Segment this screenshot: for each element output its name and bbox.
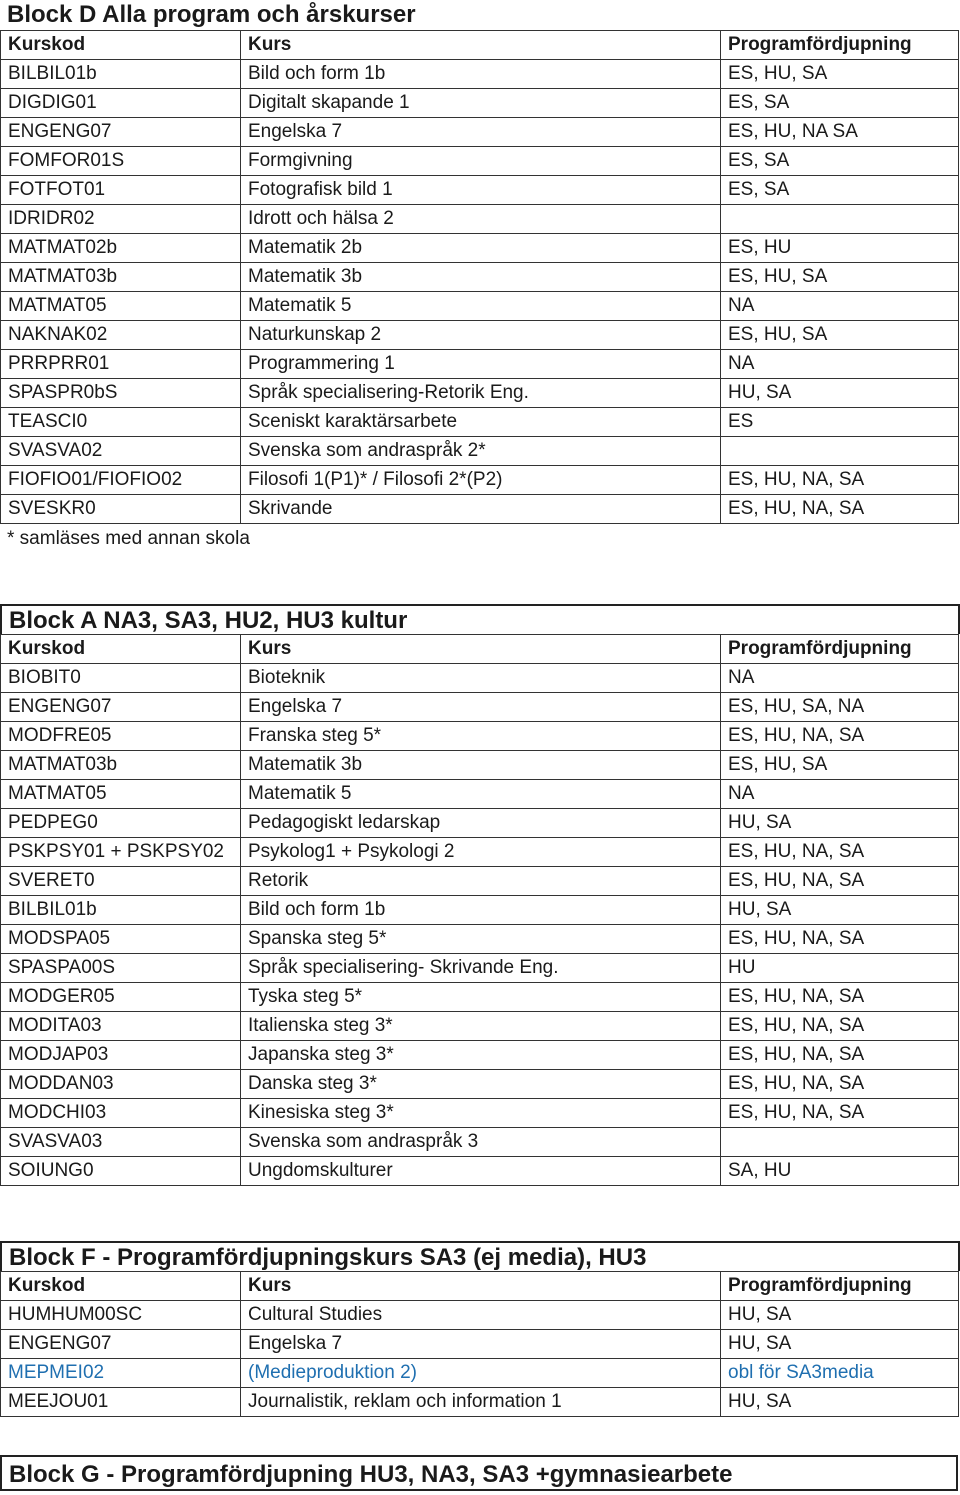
table-row	[1, 1070, 959, 1099]
table-row	[1, 896, 959, 925]
cell-program: NA	[721, 664, 959, 693]
cell-code: SPASPA00S	[1, 954, 241, 983]
cell-course: Skrivande	[241, 495, 721, 524]
table-row	[1, 205, 959, 234]
cell-program: ES, HU, SA	[721, 263, 959, 292]
header-program: Programfördjupning	[721, 635, 959, 664]
cell-code: SPASPR0bS	[1, 379, 241, 408]
cell-code: MODDAN03	[1, 1070, 241, 1099]
table-row	[1, 1359, 959, 1388]
cell-code: BILBIL01b	[1, 60, 241, 89]
cell-course: Svenska som andraspråk 2*	[241, 437, 721, 466]
cell-program: HU, SA	[721, 896, 959, 925]
cell-course: Sceniskt karaktärsarbete	[241, 408, 721, 437]
block-a-title: Block A NA3, SA3, HU2, HU3 kultur	[0, 604, 960, 634]
cell-course: Danska steg 3*	[241, 1070, 721, 1099]
cell-program: HU, SA	[721, 379, 959, 408]
block-f-title: Block F - Programfördjupningskurs SA3 (ej media), HU3	[0, 1241, 960, 1271]
cell-program: ES, HU, NA, SA	[721, 925, 959, 954]
header-row	[1, 31, 959, 60]
cell-code: TEASCI0	[1, 408, 241, 437]
cell-program: ES, HU, NA SA	[721, 118, 959, 147]
cell-program: HU, SA	[721, 1301, 959, 1330]
table-row	[1, 983, 959, 1012]
cell-code: MODSPA05	[1, 925, 241, 954]
table-row	[1, 867, 959, 896]
cell-code: SVESKR0	[1, 495, 241, 524]
cell-code: NAKNAK02	[1, 321, 241, 350]
cell-course: Tyska steg 5*	[241, 983, 721, 1012]
cell-course: Engelska 7	[241, 693, 721, 722]
cell-course: Matematik 3b	[241, 263, 721, 292]
cell-course: Digitalt skapande 1	[241, 89, 721, 118]
cell-course: Matematik 3b	[241, 751, 721, 780]
cell-code: MODGER05	[1, 983, 241, 1012]
cell-course: Bild och form 1b	[241, 60, 721, 89]
header-program: Programfördjupning	[721, 31, 959, 60]
cell-code: MODJAP03	[1, 1041, 241, 1070]
cell-course: Journalistik, reklam och information 1	[241, 1388, 721, 1417]
cell-program: ES, HU	[721, 234, 959, 263]
cell-code: MATMAT02b	[1, 234, 241, 263]
cell-course: Japanska steg 3*	[241, 1041, 721, 1070]
table-row	[1, 1301, 959, 1330]
cell-code: SVASVA02	[1, 437, 241, 466]
cell-program	[721, 437, 959, 466]
cell-course: (Medieproduktion 2)	[241, 1359, 721, 1388]
cell-program: ES, SA	[721, 176, 959, 205]
cell-course: Engelska 7	[241, 118, 721, 147]
cell-program: HU, SA	[721, 809, 959, 838]
cell-program	[721, 205, 959, 234]
cell-code: FIOFIO01/FIOFIO02	[1, 466, 241, 495]
header-row	[1, 1272, 959, 1301]
cell-course: Bild och form 1b	[241, 896, 721, 925]
table-row	[1, 1012, 959, 1041]
header-program: Programfördjupning	[721, 1272, 959, 1301]
cell-program: ES, HU, NA, SA	[721, 867, 959, 896]
block-a	[0, 604, 960, 1186]
cell-program: NA	[721, 292, 959, 321]
cell-program	[721, 1128, 959, 1157]
header-code: Kurskod	[1, 635, 241, 664]
block-g	[0, 1455, 960, 1491]
cell-code: MEPMEI02	[1, 1359, 241, 1388]
cell-code: SVERET0	[1, 867, 241, 896]
cell-course: Engelska 7	[241, 1330, 721, 1359]
cell-course: Programmering 1	[241, 350, 721, 379]
cell-course: Ungdomskulturer	[241, 1157, 721, 1186]
header-course: Kurs	[241, 1272, 721, 1301]
cell-code: MODFRE05	[1, 722, 241, 751]
cell-code: BILBIL01b	[1, 896, 241, 925]
table-row	[1, 263, 959, 292]
table-row	[1, 1128, 959, 1157]
cell-program: ES, HU, NA, SA	[721, 722, 959, 751]
cell-program: ES, HU, NA, SA	[721, 466, 959, 495]
table-row	[1, 664, 959, 693]
table-row	[1, 495, 959, 524]
cell-code: HUMHUM00SC	[1, 1301, 241, 1330]
table-row	[1, 780, 959, 809]
cell-program: HU, SA	[721, 1330, 959, 1359]
header-code: Kurskod	[1, 31, 241, 60]
table-row	[1, 379, 959, 408]
footnote: * samläses med annan skola	[7, 528, 250, 549]
cell-code: FOMFOR01S	[1, 147, 241, 176]
table-row	[1, 751, 959, 780]
cell-code: MATMAT05	[1, 780, 241, 809]
cell-program: NA	[721, 350, 959, 379]
table-row	[1, 89, 959, 118]
table-row	[1, 321, 959, 350]
cell-course: Italienska steg 3*	[241, 1012, 721, 1041]
table-row	[1, 1388, 959, 1417]
cell-program: ES, SA	[721, 89, 959, 118]
block-g-title: Block G - Programfördjupning HU3, NA3, SA3 +gymnasiearbete	[0, 1455, 958, 1491]
cell-code: BIOBIT0	[1, 664, 241, 693]
cell-code: SOIUNG0	[1, 1157, 241, 1186]
cell-code: MATMAT03b	[1, 751, 241, 780]
table-row	[1, 954, 959, 983]
block-d-table	[0, 30, 959, 524]
table-row	[1, 466, 959, 495]
cell-program: obl för SA3media	[721, 1359, 959, 1388]
cell-course: Språk specialisering- Skrivande Eng.	[241, 954, 721, 983]
header-code: Kurskod	[1, 1272, 241, 1301]
cell-code: PSKPSY01 + PSKPSY02	[1, 838, 241, 867]
cell-program: ES, HU, NA, SA	[721, 1041, 959, 1070]
cell-code: FOTFOT01	[1, 176, 241, 205]
cell-program: ES, HU, SA	[721, 60, 959, 89]
cell-course: Psykolog1 + Psykologi 2	[241, 838, 721, 867]
cell-code: PEDPEG0	[1, 809, 241, 838]
block-f	[0, 1241, 960, 1417]
table-row	[1, 350, 959, 379]
table-row	[1, 408, 959, 437]
table-row	[1, 722, 959, 751]
cell-course: Svenska som andraspråk 3	[241, 1128, 721, 1157]
cell-program: ES, SA	[721, 147, 959, 176]
cell-program: ES, HU, NA, SA	[721, 983, 959, 1012]
cell-course: Formgivning	[241, 147, 721, 176]
header-course: Kurs	[241, 31, 721, 60]
cell-code: ENGENG07	[1, 1330, 241, 1359]
cell-program: NA	[721, 780, 959, 809]
cell-course: Matematik 5	[241, 292, 721, 321]
table-row	[1, 1157, 959, 1186]
table-row	[1, 1330, 959, 1359]
cell-course: Naturkunskap 2	[241, 321, 721, 350]
cell-course: Cultural Studies	[241, 1301, 721, 1330]
cell-program: ES, HU, NA, SA	[721, 1070, 959, 1099]
cell-code: DIGDIG01	[1, 89, 241, 118]
cell-course: Fotografisk bild 1	[241, 176, 721, 205]
cell-course: Franska steg 5*	[241, 722, 721, 751]
cell-program: ES, HU, NA, SA	[721, 495, 959, 524]
cell-course: Retorik	[241, 867, 721, 896]
block-f-table	[0, 1271, 959, 1417]
cell-code: PRRPRR01	[1, 350, 241, 379]
table-row	[1, 838, 959, 867]
cell-course: Filosofi 1(P1)* / Filosofi 2*(P2)	[241, 466, 721, 495]
cell-program: ES, HU, NA, SA	[721, 1012, 959, 1041]
table-row	[1, 176, 959, 205]
cell-code: ENGENG07	[1, 693, 241, 722]
cell-program: ES, HU, SA	[721, 321, 959, 350]
table-row	[1, 437, 959, 466]
cell-course: Idrott och hälsa 2	[241, 205, 721, 234]
cell-code: MATMAT05	[1, 292, 241, 321]
cell-course: Kinesiska steg 3*	[241, 1099, 721, 1128]
cell-program: ES, HU, NA, SA	[721, 838, 959, 867]
table-row	[1, 1099, 959, 1128]
cell-code: MATMAT03b	[1, 263, 241, 292]
cell-program: ES, HU, SA	[721, 751, 959, 780]
cell-program: HU, SA	[721, 1388, 959, 1417]
table-row	[1, 809, 959, 838]
table-row	[1, 693, 959, 722]
cell-program: ES	[721, 408, 959, 437]
cell-course: Bioteknik	[241, 664, 721, 693]
block-d-title: Block D Alla program och årskurser	[7, 1, 416, 28]
header-row	[1, 635, 959, 664]
table-row	[1, 234, 959, 263]
header-course: Kurs	[241, 635, 721, 664]
cell-code: SVASVA03	[1, 1128, 241, 1157]
cell-code: MODITA03	[1, 1012, 241, 1041]
table-row	[1, 118, 959, 147]
table-row	[1, 925, 959, 954]
cell-code: MEEJOU01	[1, 1388, 241, 1417]
cell-course: Matematik 5	[241, 780, 721, 809]
block-a-table	[0, 634, 959, 1186]
cell-course: Matematik 2b	[241, 234, 721, 263]
cell-code: IDRIDR02	[1, 205, 241, 234]
table-row	[1, 292, 959, 321]
cell-code: MODCHI03	[1, 1099, 241, 1128]
cell-course: Pedagogiskt ledarskap	[241, 809, 721, 838]
table-row	[1, 1041, 959, 1070]
cell-course: Spanska steg 5*	[241, 925, 721, 954]
table-row	[1, 60, 959, 89]
cell-course: Språk specialisering-Retorik Eng.	[241, 379, 721, 408]
cell-program: ES, HU, NA, SA	[721, 1099, 959, 1128]
cell-program: SA, HU	[721, 1157, 959, 1186]
cell-program: ES, HU, SA, NA	[721, 693, 959, 722]
table-row	[1, 147, 959, 176]
block-d	[0, 0, 960, 554]
cell-program: HU	[721, 954, 959, 983]
cell-code: ENGENG07	[1, 118, 241, 147]
